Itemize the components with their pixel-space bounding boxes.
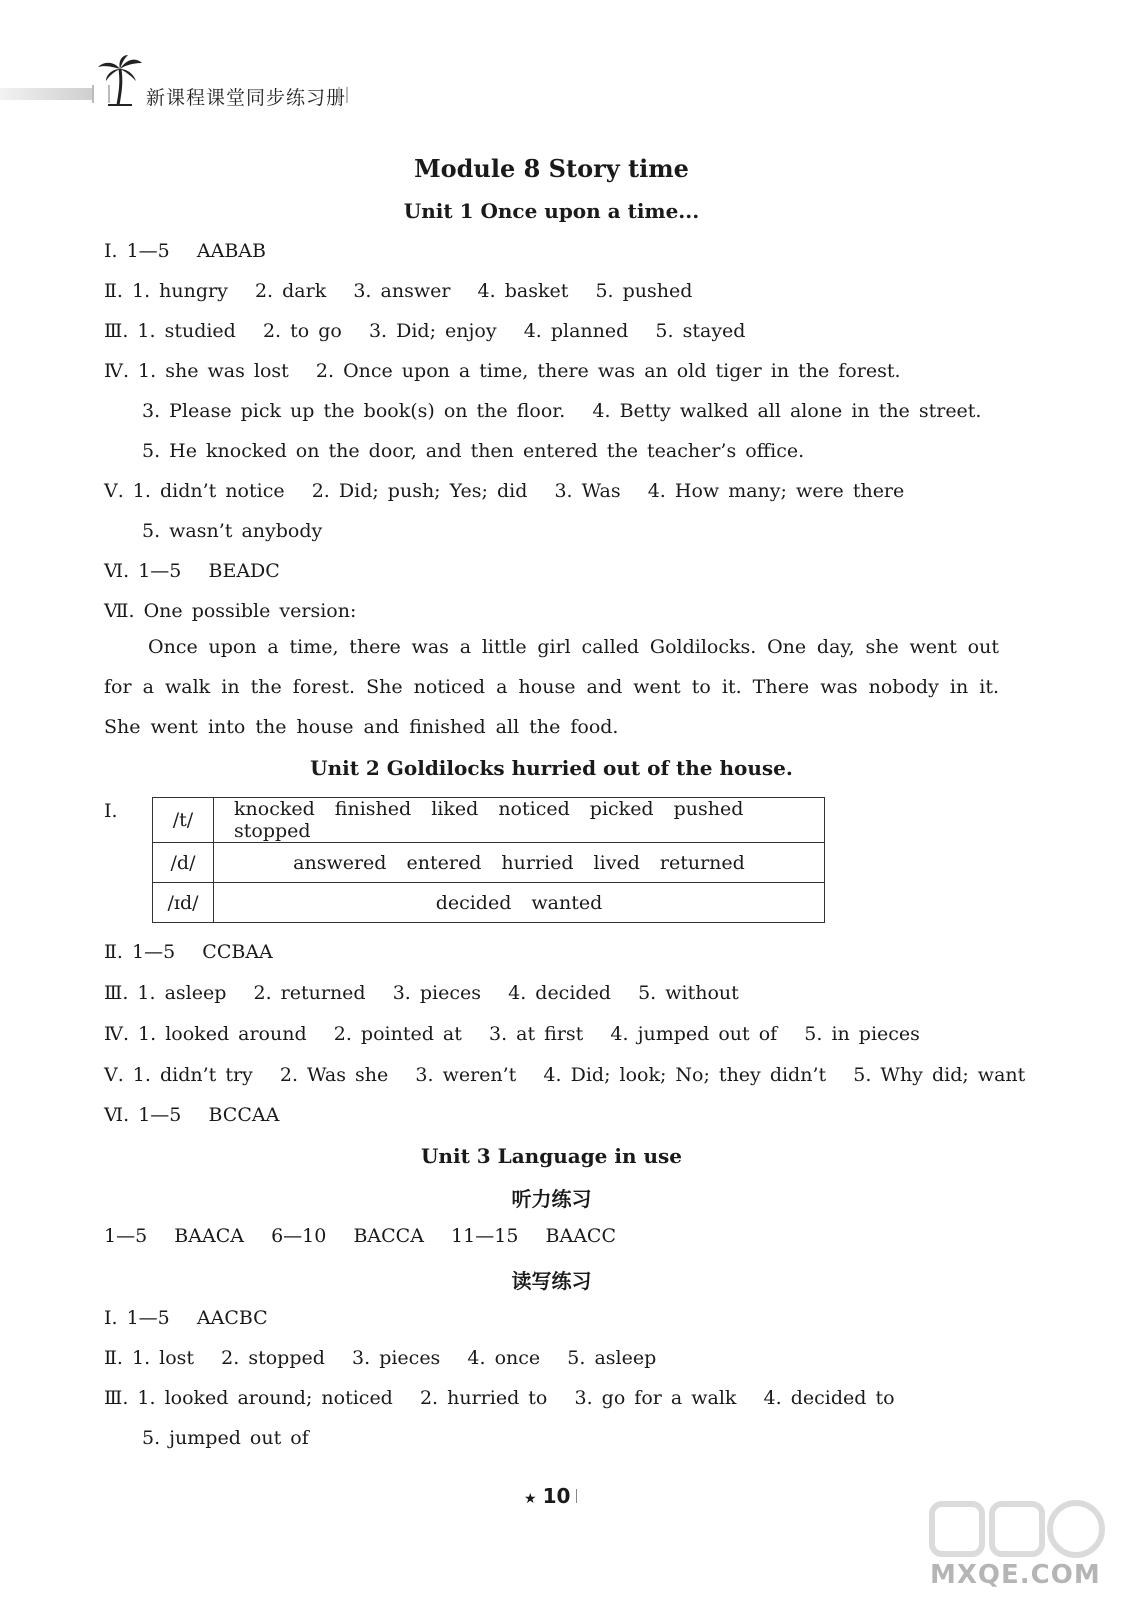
word-list: answered entered hurried lived returned: [214, 843, 825, 883]
answer-line: Ⅱ. 1. hungry 2. dark 3. answer 4. basket 5. pushed: [104, 280, 693, 302]
unit1-title: Unit 1 Once upon a time...: [403, 199, 700, 223]
model-essay-paragraph: Once upon a time, there was a little girl called Goldilocks. One day, she went out for a walk in the forest. She noticed a house and went to it. There was nobody in it. She went into the house and finished all the food.: [104, 636, 999, 738]
phonetic-symbol: /t/: [153, 798, 214, 843]
answer-line: Ⅲ. 1. studied 2. to go 3. Did; enjoy 4. planned 5. stayed: [104, 320, 746, 342]
answer-line: Ⅵ. 1—5 BCCAA: [104, 1104, 280, 1126]
table-row: [153, 798, 825, 843]
answer-line: Ⅰ. 1—5 AACBC: [104, 1307, 268, 1329]
header-decor-bar: [0, 88, 92, 100]
series-title: 新课程课堂同步练习册: [146, 87, 347, 109]
answer-line: Ⅴ. 1. didn’t notice 2. Did; push; Yes; did 3. Was 4. How many; were there: [104, 480, 905, 502]
watermark-text: MXQE.COM: [930, 1560, 1101, 1590]
phonetics-table: [152, 797, 825, 923]
star-icon: ★: [524, 1491, 537, 1507]
reading-section-title: 读写练习: [511, 1269, 592, 1293]
module-title: Module 8 Story time: [414, 154, 689, 183]
answer-line: 3. Please pick up the book(s) on the floor. 4. Betty walked all alone in the street.: [142, 400, 982, 422]
answer-line: Ⅶ. One possible version:: [104, 600, 357, 622]
table-row: [153, 843, 825, 883]
answer-line: Ⅲ. 1. asleep 2. returned 3. pieces 4. decided 5. without: [104, 982, 739, 1004]
answer-line: 1—5 BAACA 6—10 BACCA 11—15 BAACC: [104, 1225, 617, 1247]
answer-line: 5. jumped out of: [142, 1427, 309, 1449]
page-number: 10: [542, 1484, 571, 1508]
answer-line: 5. wasn’t anybody: [142, 520, 323, 542]
answer-line: Ⅲ. 1. looked around; noticed 2. hurried to 3. go for a walk 4. decided to: [104, 1387, 895, 1409]
unit2-title: Unit 2 Goldilocks hurried out of the house.: [310, 756, 793, 780]
phonetic-symbol: /ɪd/: [153, 883, 214, 923]
answer-line: Ⅳ. 1. looked around 2. pointed at 3. at first 4. jumped out of 5. in pieces: [104, 1023, 920, 1045]
answer-line: Ⅵ. 1—5 BEADC: [104, 560, 280, 582]
word-list: decided wanted: [214, 883, 825, 923]
section-label: Ⅰ.: [104, 800, 118, 822]
answer-line: Ⅰ. 1—5 AABAB: [104, 240, 266, 262]
answer-line: Ⅱ. 1—5 CCBAA: [104, 941, 273, 963]
palm-tree-icon: [96, 55, 144, 107]
answer-line: Ⅴ. 1. didn’t try 2. Was she 3. weren’t 4. Did; look; No; they didn’t 5. Why did; want: [104, 1064, 1026, 1086]
footer-divider: [576, 1489, 577, 1503]
answer-line: Ⅳ. 1. she was lost 2. Once upon a time, there was an old tiger in the forest.: [104, 360, 901, 382]
unit3-title: Unit 3 Language in use: [420, 1144, 682, 1168]
answer-line: 5. He knocked on the door, and then entered the teacher’s office.: [142, 440, 805, 462]
page-footer: [524, 1484, 577, 1508]
phonetic-symbol: /d/: [153, 843, 214, 883]
answer-line: Ⅱ. 1. lost 2. stopped 3. pieces 4. once 5. asleep: [104, 1347, 657, 1369]
table-row: [153, 883, 825, 923]
page-header: [0, 55, 1125, 115]
word-list: knocked finished liked noticed picked pushed stopped: [214, 798, 825, 843]
listening-section-title: 听力练习: [511, 1187, 592, 1211]
header-decor-end: [338, 87, 348, 103]
